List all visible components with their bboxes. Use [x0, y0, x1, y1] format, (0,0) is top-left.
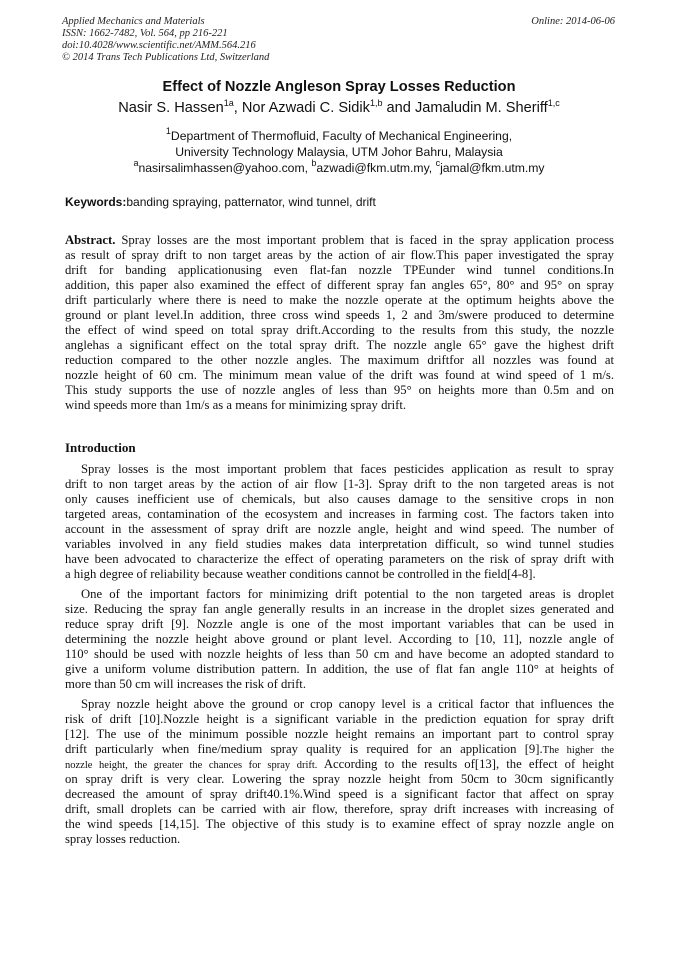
body-line: have been advocated to characterize the effect of operating parameters on the risk of spray drift with	[65, 552, 614, 566]
abstract-line: addition, this paper also examined the effect of different spray fan angles 65°, 80° and 95° on spray	[65, 278, 614, 292]
author-separator: ,	[233, 100, 242, 116]
body-line: One of the important factors for minimizing drift potential to the non targeted areas is droplet	[81, 587, 614, 601]
intro-paragraph-1	[65, 462, 614, 582]
journal-name: Applied Mechanics and Materials	[62, 16, 205, 27]
abstract-text: Spray losses are the most important problem that is faced in the spray application process	[115, 233, 614, 247]
email-line	[0, 158, 678, 175]
author-name: Nor Azwadi C. Sidik	[241, 100, 370, 116]
copyright-line: © 2014 Trans Tech Publications Ltd, Switzerland	[62, 52, 270, 63]
author-separator: and	[382, 100, 415, 116]
body-line: determining the nozzle height above ground or plant level. According to [10, 11], nozzle angle of	[65, 632, 614, 646]
abstract-line: reduction compared to the other nozzle angles. The maximum driftfor all nozzles was found at	[65, 353, 614, 367]
abstract-line: drift particularly where there is need to make the nozzle operate at the optimum heights above the	[65, 293, 614, 307]
body-line: [12]. The use of the minimum possible nozzle height remains an important part to control spray	[65, 727, 614, 741]
abstract-line: nozzle height of 60 cm. The minimum mean value of the drift was found at wind speed of 1 m/s.	[65, 368, 614, 382]
keywords	[65, 195, 376, 209]
intro-paragraph-2	[65, 587, 614, 692]
abstract	[65, 233, 614, 413]
affiliation-line-1	[0, 126, 678, 143]
abstract-line: the effect of wind speed on total spray drift.According to the results from this study, the nozzle	[65, 323, 614, 337]
body-line: give a uniform volume distribution pattern. In addition, the use of flat fan angle 110° at heights of	[65, 662, 614, 676]
abstract-line: anglehas a significant effect on the total spray drift. The nozzle angle 65° gave the highest drift	[65, 338, 614, 352]
body-text: According to the results of[13], the effect of height	[317, 757, 614, 771]
section-heading-introduction: Introduction	[65, 440, 136, 455]
issn-line: ISSN: 1662-7482, Vol. 564, pp 216-221	[62, 28, 228, 39]
doi-line: doi:10.4028/www.scientific.net/AMM.564.216	[62, 40, 256, 51]
affiliation-text: Department of Thermofluid, Faculty of Mechanical Engineering,	[170, 129, 513, 143]
email-superscript: b	[311, 158, 317, 168]
keywords-text: banding spraying, patternator, wind tunnel, drift	[126, 195, 376, 209]
body-line: targeted areas, contamination of the ecosystem and increases in farming cost. The factors taken into	[65, 507, 614, 521]
body-line: size. Reducing the spray fan angle generally results in an increase in the droplet sizes generated and	[65, 602, 614, 616]
email-superscript: a	[133, 158, 139, 168]
email-link[interactable]: jamal@fkm.utm.my	[440, 161, 545, 175]
body-line: the wind speeds [14,15]. The objective of this study is to examine effect of spray nozzle angle on	[65, 817, 614, 831]
abstract-line	[65, 233, 614, 248]
body-line: on spray drift is very clear. Lowering the spray nozzle height from 50cm to 30cm significantly	[65, 772, 614, 786]
abstract-line: This study supports the use of nozzle angles of less than 95° on heights more than 0.5m and on	[65, 383, 614, 397]
email-superscript: c	[435, 158, 441, 168]
body-line: drift, small droplets can be carried with air flow, therefore, spray drift increases with increasing of	[65, 802, 614, 816]
email-link[interactable]: nasirsalimhassen@yahoo.com,	[138, 161, 312, 175]
email-link[interactable]: azwadi@fkm.utm.my,	[316, 161, 436, 175]
abstract-label: Abstract.	[65, 233, 116, 247]
author-superscript: 1,c	[547, 98, 560, 108]
body-line: drift to non target areas by the action of air flow [1-3]. Spray drift to the non targeted areas is not	[65, 477, 614, 491]
abstract-line: ground or plant level.In addition, three cross wind speeds 1, 2 and 3m/swere produced to determine	[65, 308, 614, 322]
paper-title: Effect of Nozzle Angleson Spray Losses Reduction	[162, 79, 516, 95]
body-text-small: The higher the	[542, 745, 615, 756]
body-line	[65, 742, 614, 757]
abstract-line: wind speeds more than 1m/s as a means for minimizing spray drift.	[65, 398, 407, 412]
online-date: Online: 2014-06-06	[531, 16, 615, 27]
affiliation-superscript: 1	[165, 126, 171, 136]
body-line: account in the assessment of spray drift are nozzle angle, height and wind speed. The number of	[65, 522, 614, 536]
body-line: Spray losses is the most important problem that faces pesticides application as result to spray	[81, 462, 614, 476]
body-line	[65, 757, 614, 772]
body-line: a high degree of reliability because weather conditions cannot be controlled in the field[4-8].	[65, 567, 536, 581]
body-line: more than 50 cm will increases the risk of drift.	[65, 677, 306, 691]
body-line: 110° should be used with nozzle heights of less than 50 cm and have become an adopted standard to	[65, 647, 614, 661]
author-superscript: 1a	[223, 98, 234, 108]
body-line: risk of drift [10].Nozzle height is a significant variable in the prediction equation for spray drift	[65, 712, 614, 726]
body-text-small: nozzle height, the greater the chances for spray drift.	[65, 760, 318, 771]
abstract-line: as result of spray drift to non target areas by the action of air flow.This paper investigated the spray	[65, 248, 614, 262]
body-text: drift particularly when fine/medium spray quality is required for an application [9].	[65, 742, 543, 756]
body-line: Spray nozzle height above the ground or crop canopy level is a critical factor that influences the	[81, 697, 614, 711]
author-name: Nasir S. Hassen	[118, 100, 224, 116]
abstract-line: drift for banding applicationusing even flat-fan nozzle TPEunder wind tunnel conditions.In	[65, 263, 614, 277]
author-list	[0, 100, 678, 116]
body-line: reduce spray drift [9]. Nozzle angle is one of the most important variables that can be used in	[65, 617, 614, 631]
journal-header	[62, 16, 269, 64]
body-line: spray losses reduction.	[65, 832, 181, 846]
author-superscript: 1,b	[369, 98, 383, 108]
keywords-label: Keywords:	[65, 195, 127, 209]
body-line: decreased the amount of spray drift40.1%.Wind speed is a significant factor that affect on spray	[65, 787, 614, 801]
affiliation-line-2: University Technology Malaysia, UTM Johor Bahru, Malaysia	[175, 145, 503, 159]
body-line: only causes inefficient use of chemicals, but also causes damage to the sensitive crops in non	[65, 492, 614, 506]
intro-paragraph-3	[65, 697, 614, 847]
author-name: Jamaludin M. Sheriff	[414, 100, 548, 116]
body-line: variables involved in any field studies makes data interpretation difficult, so wind tunnel studies	[65, 537, 614, 551]
